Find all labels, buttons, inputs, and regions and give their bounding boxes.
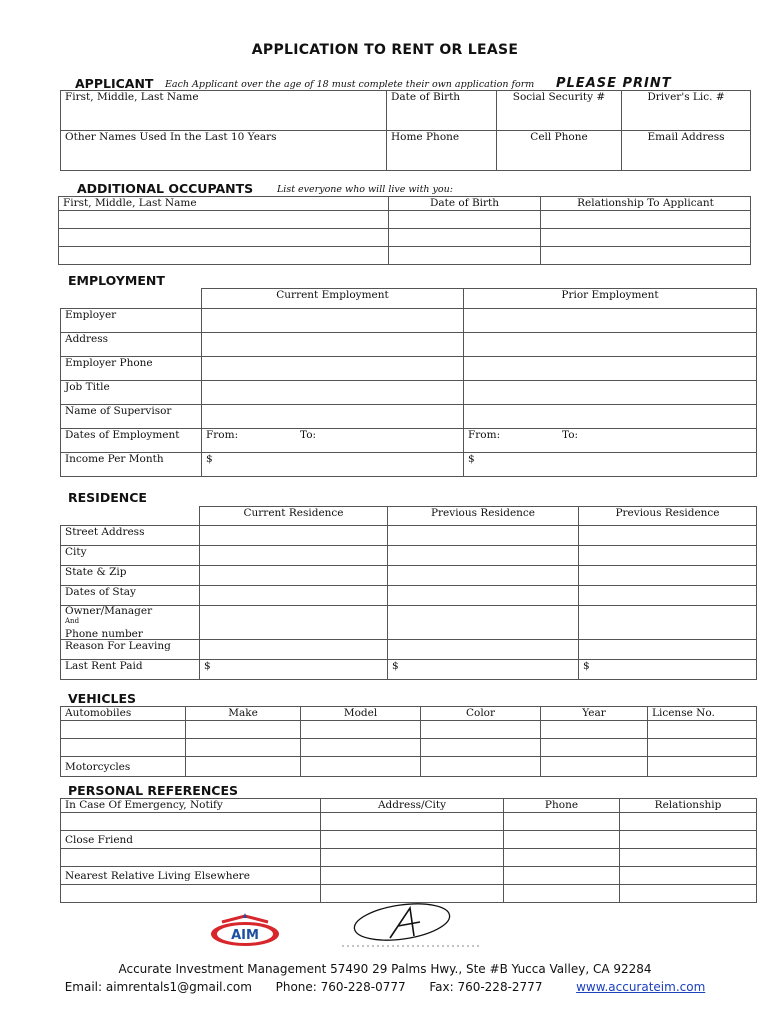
street-address-label: Street Address <box>61 526 200 546</box>
email-field[interactable]: Email Address <box>622 131 751 171</box>
prior-income-field[interactable]: $ <box>464 453 757 477</box>
prior-address-field[interactable] <box>464 333 757 357</box>
reference-field[interactable] <box>620 831 757 849</box>
current-residence-header: Current Residence <box>200 507 388 526</box>
footer-email: Email: aimrentals1@gmail.com <box>64 980 252 994</box>
rent-field[interactable]: $ <box>579 660 757 680</box>
occupant-name-field[interactable] <box>59 229 389 247</box>
residence-field[interactable] <box>388 526 579 546</box>
occupant-relationship-field[interactable] <box>541 211 751 229</box>
occupants-note: List everyone who will live with you: <box>277 184 453 195</box>
residence-field[interactable] <box>388 566 579 586</box>
reference-field[interactable] <box>504 813 620 831</box>
vehicle-field[interactable] <box>541 739 648 757</box>
residence-field[interactable] <box>388 606 579 640</box>
occupant-name-header: First, Middle, Last Name <box>59 197 389 211</box>
vehicle-field[interactable] <box>301 739 421 757</box>
footer-fax: Fax: 760-228-2777 <box>429 980 543 994</box>
occupant-dob-field[interactable] <box>389 229 541 247</box>
reference-field[interactable] <box>321 849 504 867</box>
reference-field[interactable] <box>504 885 620 903</box>
reference-field[interactable] <box>321 867 504 885</box>
current-job-title-field[interactable] <box>202 381 464 405</box>
prior-employment-header: Prior Employment <box>464 289 757 309</box>
applicant-heading: APPLICANT <box>75 76 154 91</box>
aim-logo <box>208 912 282 948</box>
current-address-field[interactable] <box>202 333 464 357</box>
residence-field[interactable] <box>579 606 757 640</box>
reference-field[interactable] <box>620 849 757 867</box>
reference-field[interactable] <box>61 849 321 867</box>
current-income-field[interactable]: $ <box>202 453 464 477</box>
year-header: Year <box>541 707 648 721</box>
color-header: Color <box>421 707 541 721</box>
website-link[interactable]: www.accurateim.com <box>576 980 706 994</box>
reference-field[interactable] <box>620 885 757 903</box>
reason-leaving-label: Reason For Leaving <box>61 640 200 660</box>
home-phone-field[interactable]: Home Phone <box>387 131 497 171</box>
vehicle-field[interactable] <box>648 739 757 757</box>
motorcycles-label: Motorcycles <box>61 757 186 777</box>
prior-supervisor-field[interactable] <box>464 405 757 429</box>
signature-logo <box>332 900 492 952</box>
residence-field[interactable] <box>200 526 388 546</box>
residence-field[interactable] <box>579 640 757 660</box>
applicant-table <box>60 90 751 171</box>
residence-table <box>60 506 757 680</box>
make-header: Make <box>186 707 301 721</box>
vehicle-field[interactable] <box>421 721 541 739</box>
address-city-header: Address/City <box>321 799 504 813</box>
reference-field[interactable] <box>321 813 504 831</box>
residence-field[interactable] <box>579 526 757 546</box>
city-label: City <box>61 546 200 566</box>
phone-header: Phone <box>504 799 620 813</box>
model-header: Model <box>301 707 421 721</box>
occupants-table <box>58 196 751 265</box>
please-print-label: PLEASE PRINT <box>556 76 672 91</box>
reference-field[interactable] <box>504 849 620 867</box>
license-header: License No. <box>648 707 757 721</box>
dates-of-employment-label: Dates of Employment <box>61 429 202 453</box>
last-rent-label: Last Rent Paid <box>61 660 200 680</box>
income-label: Income Per Month <box>61 453 202 477</box>
relationship-header: Relationship <box>620 799 757 813</box>
occupants-heading: ADDITIONAL OCCUPANTS <box>77 181 254 196</box>
reference-field[interactable] <box>321 831 504 849</box>
vehicle-field[interactable] <box>61 721 186 739</box>
vehicle-field[interactable] <box>61 739 186 757</box>
reference-field[interactable] <box>504 867 620 885</box>
dob-field[interactable]: Date of Birth <box>387 91 497 131</box>
prior-employer-field[interactable] <box>464 309 757 333</box>
vehicle-field[interactable] <box>648 721 757 739</box>
vehicle-field[interactable] <box>301 757 421 777</box>
residence-field[interactable] <box>579 546 757 566</box>
occupant-relationship-header: Relationship To Applicant <box>541 197 751 211</box>
residence-field[interactable] <box>579 566 757 586</box>
svg-text:AIM: AIM <box>231 928 259 943</box>
residence-field[interactable] <box>579 586 757 606</box>
vehicle-field[interactable] <box>541 721 648 739</box>
occupant-dob-field[interactable] <box>389 247 541 265</box>
employment-heading: EMPLOYMENT <box>68 273 165 288</box>
current-dates-field[interactable]: From: To: <box>202 429 464 453</box>
residence-field[interactable] <box>200 640 388 660</box>
name-field[interactable]: First, Middle, Last Name <box>61 91 387 131</box>
ssn-field[interactable]: Social Security # <box>497 91 622 131</box>
vehicle-field[interactable] <box>421 739 541 757</box>
footer-phone: Phone: 760-228-0777 <box>275 980 406 994</box>
reference-field[interactable] <box>61 813 321 831</box>
occupant-name-field[interactable] <box>59 211 389 229</box>
current-employer-phone-field[interactable] <box>202 357 464 381</box>
vehicle-field[interactable] <box>648 757 757 777</box>
nearest-relative-label: Nearest Relative Living Elsewhere <box>61 867 321 885</box>
vehicle-field[interactable] <box>186 757 301 777</box>
occupant-dob-field[interactable] <box>389 211 541 229</box>
rent-field[interactable]: $ <box>200 660 388 680</box>
automobiles-header: Automobiles <box>61 707 186 721</box>
vehicles-heading: VEHICLES <box>68 691 137 706</box>
close-friend-label: Close Friend <box>61 831 321 849</box>
current-employment-header: Current Employment <box>202 289 464 309</box>
occupant-relationship-field[interactable] <box>541 247 751 265</box>
residence-field[interactable] <box>200 586 388 606</box>
references-table <box>60 798 757 903</box>
employer-label: Employer <box>61 309 202 333</box>
vehicle-field[interactable] <box>186 739 301 757</box>
owner-manager-label: Owner/Manager And Phone number <box>61 606 200 640</box>
current-employer-field[interactable] <box>202 309 464 333</box>
occupant-name-field[interactable] <box>59 247 389 265</box>
residence-heading: RESIDENCE <box>68 490 147 505</box>
reference-field[interactable] <box>504 831 620 849</box>
employment-table <box>60 288 757 477</box>
applicant-note: Each Applicant over the age of 18 must complete their own application form <box>165 79 535 90</box>
footer-contact <box>0 980 770 994</box>
rent-field[interactable]: $ <box>388 660 579 680</box>
vehicle-field[interactable] <box>421 757 541 777</box>
job-title-label: Job Title <box>61 381 202 405</box>
residence-field[interactable] <box>200 566 388 586</box>
cell-phone-field[interactable]: Cell Phone <box>497 131 622 171</box>
prior-employer-phone-field[interactable] <box>464 357 757 381</box>
occupant-dob-header: Date of Birth <box>389 197 541 211</box>
residence-field[interactable] <box>200 546 388 566</box>
address-label: Address <box>61 333 202 357</box>
supervisor-label: Name of Supervisor <box>61 405 202 429</box>
previous-residence-header-2: Previous Residence <box>579 507 757 526</box>
vehicle-field[interactable] <box>301 721 421 739</box>
state-zip-label: State & Zip <box>61 566 200 586</box>
reference-field[interactable] <box>61 885 321 903</box>
employer-phone-label: Employer Phone <box>61 357 202 381</box>
vehicle-field[interactable] <box>186 721 301 739</box>
emergency-header: In Case Of Emergency, Notify <box>61 799 321 813</box>
footer-address: Accurate Investment Management 57490 29 Palms Hwy., Ste #B Yucca Valley, CA 92284 <box>118 962 652 976</box>
vehicles-table <box>60 706 757 777</box>
residence-field[interactable] <box>200 606 388 640</box>
current-supervisor-field[interactable] <box>202 405 464 429</box>
occupant-relationship-field[interactable] <box>541 229 751 247</box>
other-names-field[interactable]: Other Names Used In the Last 10 Years <box>61 131 387 171</box>
prior-job-title-field[interactable] <box>464 381 757 405</box>
residence-field[interactable] <box>388 586 579 606</box>
reference-field[interactable] <box>620 813 757 831</box>
references-heading: PERSONAL REFERENCES <box>68 783 238 798</box>
drivers-lic-field[interactable]: Driver's Lic. # <box>622 91 751 131</box>
vehicle-field[interactable] <box>541 757 648 777</box>
form-title: APPLICATION TO RENT OR LEASE <box>251 42 519 58</box>
prior-dates-field[interactable]: From: To: <box>464 429 757 453</box>
residence-field[interactable] <box>388 546 579 566</box>
reference-field[interactable] <box>620 867 757 885</box>
previous-residence-header: Previous Residence <box>388 507 579 526</box>
residence-field[interactable] <box>388 640 579 660</box>
dates-of-stay-label: Dates of Stay <box>61 586 200 606</box>
